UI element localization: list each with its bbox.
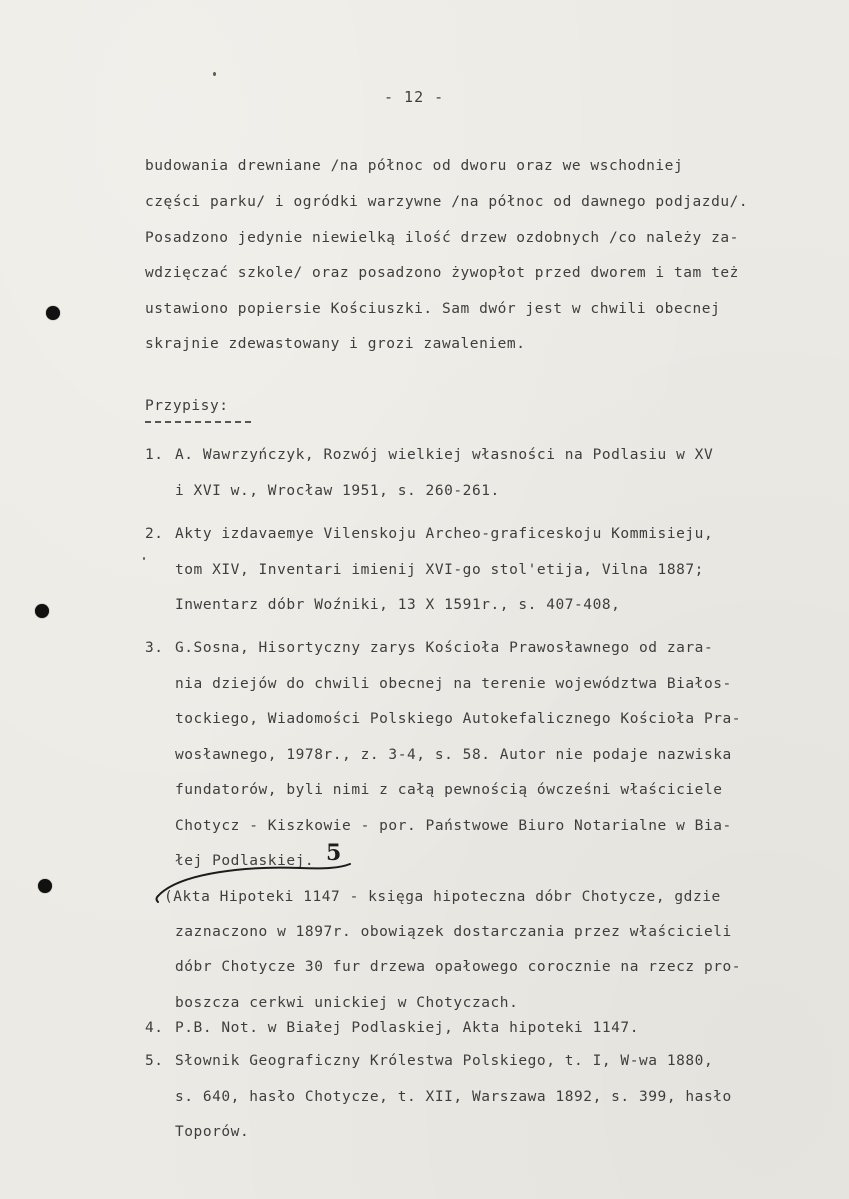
footnote-line: tom XIV, Inventari imienij XVI-go stol'etija, Vilna 1887; xyxy=(175,562,704,578)
footnote-number: 1. xyxy=(145,447,164,463)
footnote-number: 5. xyxy=(145,1053,164,1069)
footnote-line: P.B. Not. w Białej Podlaskiej, Akta hipoteki 1147. xyxy=(175,1020,639,1036)
punch-hole-middle xyxy=(35,604,49,618)
punch-hole-bottom xyxy=(38,879,52,893)
paper-speck xyxy=(213,72,216,76)
footnote-number: 2. xyxy=(145,526,164,542)
footnote-line: zaznaczono w 1897r. obowiązek dostarczania przez właścicieli xyxy=(175,924,732,940)
footnote-line: G.Sosna, Hisortyczny zarys Kościoła Prawosławnego od zara- xyxy=(175,640,714,656)
footnote-line: łej Podlaskiej. xyxy=(175,853,315,869)
handwritten-footnote-mark: 5 xyxy=(326,840,342,866)
heading-underline xyxy=(145,421,251,423)
footnote-line: Toporów. xyxy=(175,1124,250,1140)
body-line: wdzięczać szkole/ oraz posadzono żywopłot przed dworem i tam też xyxy=(145,265,739,281)
body-line: skrajnie zdewastowany i grozi zawaleniem. xyxy=(145,336,526,352)
body-line: Posadzono jedynie niewielką ilość drzew ozdobnych /co należy za- xyxy=(145,230,739,246)
body-line: ustawiono popiersie Kościuszki. Sam dwór jest w chwili obecnej xyxy=(145,301,721,317)
footnotes-heading: Przypisy: xyxy=(145,398,229,414)
footnote-line: s. 640, hasło Chotycze, t. XII, Warszawa 1892, s. 399, hasło xyxy=(175,1089,732,1105)
footnote-line: A. Wawrzyńczyk, Rozwój wielkiej własności na Podlasiu w XV xyxy=(175,447,714,463)
footnote-line: i XVI w., Wrocław 1951, s. 260-261. xyxy=(175,483,500,499)
footnote-line: dóbr Chotycze 30 fur drzewa opałowego corocznie na rzecz pro- xyxy=(175,959,742,975)
paper-speck xyxy=(143,557,145,560)
footnote-number: 3. xyxy=(145,640,164,656)
body-line: części parku/ i ogródki warzywne /na północ od dawnego podjazdu/. xyxy=(145,194,749,210)
body-line: budowania drewniane /na północ od dworu oraz we wschodniej xyxy=(145,158,684,174)
footnote-line: Słownik Geograficzny Królestwa Polskiego, t. I, W-wa 1880, xyxy=(175,1053,714,1069)
footnote-line: wosławnego, 1978r., z. 3-4, s. 58. Autor nie podaje nazwiska xyxy=(175,747,732,763)
punch-hole-top xyxy=(46,306,60,320)
footnote-line: Inwentarz dóbr Woźniki, 13 X 1591r., s. 407-408, xyxy=(175,597,621,613)
footnote-line: Akty izdavaemye Vilenskoju Archeo-graficeskoju Kommisieju, xyxy=(175,526,714,542)
footnote-line: (Akta Hipoteki 1147 - księga hipoteczna dóbr Chotycze, gdzie xyxy=(164,889,721,905)
page-number: - 12 - xyxy=(384,88,445,106)
footnote-number: 4. xyxy=(145,1020,164,1036)
footnote-line: fundatorów, byli nimi z całą pewnością ówcześni właściciele xyxy=(175,782,723,798)
footnote-line: Chotycz - Kiszkowie - por. Państwowe Biuro Notarialne w Bia- xyxy=(175,818,732,834)
footnote-line: boszcza cerkwi unickiej w Chotyczach. xyxy=(175,995,519,1011)
footnote-line: tockiego, Wiadomości Polskiego Autokefalicznego Kościoła Pra- xyxy=(175,711,742,727)
footnote-line: nia dziejów do chwili obecnej na terenie województwa Białos- xyxy=(175,676,732,692)
